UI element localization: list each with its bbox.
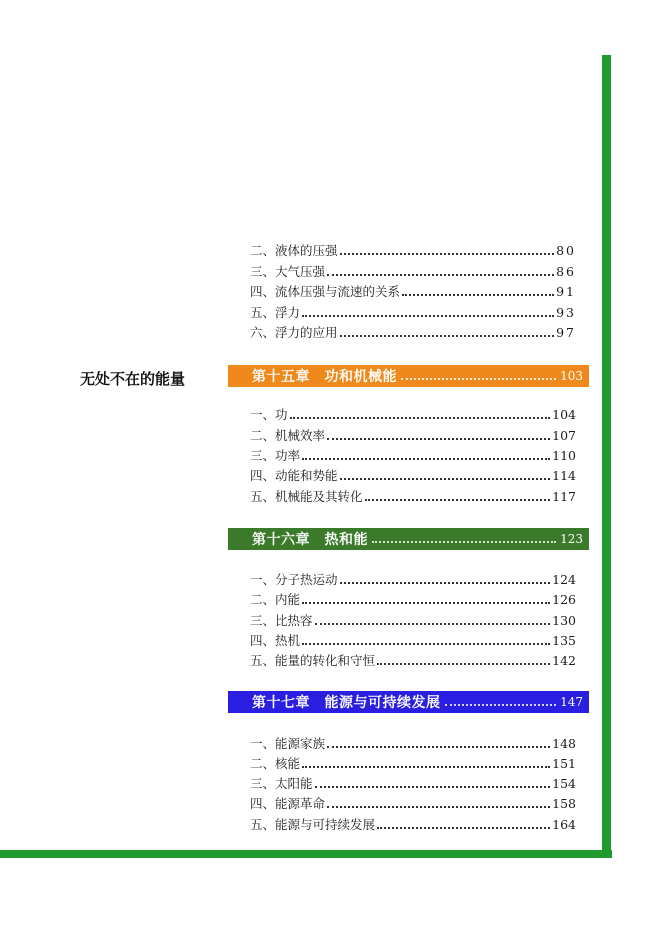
toc-entry[interactable] bbox=[250, 571, 576, 589]
toc-entry[interactable] bbox=[250, 795, 576, 813]
toc-entry-label: 六、浮力的应用 bbox=[250, 325, 338, 340]
leader-dots bbox=[327, 437, 550, 440]
toc-entry[interactable] bbox=[250, 755, 576, 773]
chapter-title: 第十六章 热和能 bbox=[252, 532, 368, 548]
leader-dots bbox=[302, 601, 550, 604]
toc-entry-page: 151 bbox=[552, 756, 576, 771]
toc-entry[interactable] bbox=[250, 304, 576, 322]
toc-entry-label: 三、功率 bbox=[250, 448, 301, 463]
leader-dots bbox=[302, 765, 550, 768]
chapter-heading[interactable] bbox=[228, 528, 589, 550]
toc-entry-label: 五、能源与可持续发展 bbox=[250, 817, 376, 832]
toc-entry[interactable] bbox=[250, 775, 576, 793]
toc-entry-label: 四、动能和势能 bbox=[250, 468, 338, 483]
toc-entry-label: 三、大气压强 bbox=[250, 264, 326, 279]
toc-entry-label: 一、功 bbox=[250, 407, 288, 422]
leader-dots bbox=[340, 477, 551, 480]
toc-entry[interactable] bbox=[250, 652, 576, 670]
toc-entry[interactable] bbox=[250, 242, 576, 260]
leader-dots bbox=[302, 457, 550, 460]
toc-entry-page: 135 bbox=[552, 633, 576, 648]
toc-entry-page: 142 bbox=[552, 653, 576, 668]
toc-entry-page: 148 bbox=[552, 736, 576, 751]
toc-entry-label: 一、分子热运动 bbox=[250, 572, 338, 587]
leader-dots bbox=[315, 622, 551, 625]
leader-dots bbox=[401, 377, 556, 380]
toc-entry[interactable] bbox=[250, 612, 576, 630]
toc-entry-page: 158 bbox=[552, 796, 576, 811]
toc-entry[interactable] bbox=[250, 283, 576, 301]
toc-entry-page: 130 bbox=[552, 613, 576, 628]
chapter-page: 147 bbox=[560, 695, 583, 709]
leader-dots bbox=[302, 314, 554, 317]
chapter-heading[interactable] bbox=[228, 365, 589, 387]
leader-dots bbox=[302, 642, 550, 645]
chapter-title: 第十七章 能源与可持续发展 bbox=[252, 695, 441, 711]
toc-entry-label: 五、能量的转化和守恒 bbox=[250, 653, 376, 668]
leader-dots bbox=[372, 540, 556, 543]
leader-dots bbox=[327, 745, 550, 748]
toc-entry-page: 154 bbox=[552, 776, 576, 791]
leader-dots bbox=[377, 662, 550, 665]
toc-entry-page: 97 bbox=[556, 325, 576, 340]
toc-entry-label: 二、核能 bbox=[250, 756, 301, 771]
toc-entry-page: 91 bbox=[556, 284, 576, 299]
toc-entry-page: 164 bbox=[552, 817, 576, 832]
toc-entry[interactable] bbox=[250, 406, 576, 424]
toc-entry[interactable] bbox=[250, 324, 576, 342]
leader-dots bbox=[327, 273, 554, 276]
chapter-page: 123 bbox=[560, 532, 583, 546]
toc-entry-page: 110 bbox=[552, 448, 576, 463]
chapter-page: 103 bbox=[560, 369, 583, 383]
toc-entry[interactable] bbox=[250, 488, 576, 506]
toc-entry-label: 五、机械能及其转化 bbox=[250, 489, 363, 504]
leader-dots bbox=[377, 826, 550, 829]
toc-entry[interactable] bbox=[250, 735, 576, 753]
toc-entry[interactable] bbox=[250, 427, 576, 445]
toc-entry-page: 93 bbox=[556, 305, 576, 320]
toc-entry-label: 二、液体的压强 bbox=[250, 243, 338, 258]
toc-entry-label: 二、内能 bbox=[250, 592, 301, 607]
chapter-heading[interactable] bbox=[228, 691, 589, 713]
toc-entry-label: 二、机械效率 bbox=[250, 428, 326, 443]
leader-dots bbox=[290, 416, 551, 419]
toc-entry-page: 86 bbox=[556, 264, 576, 279]
unit-title: 无处不在的能量 bbox=[80, 370, 186, 388]
toc-entry-page: 107 bbox=[552, 428, 576, 443]
chapter-title: 第十五章 功和机械能 bbox=[252, 369, 397, 385]
toc-entry[interactable] bbox=[250, 447, 576, 465]
leader-dots bbox=[340, 252, 555, 255]
leader-dots bbox=[365, 498, 551, 501]
toc-entry[interactable] bbox=[250, 816, 576, 834]
toc-entry-page: 126 bbox=[552, 592, 576, 607]
toc-entry[interactable] bbox=[250, 263, 576, 281]
toc-entry-label: 三、太阳能 bbox=[250, 776, 313, 791]
toc-entry[interactable] bbox=[250, 591, 576, 609]
toc-entry-page: 117 bbox=[552, 489, 576, 504]
leader-dots bbox=[340, 581, 551, 584]
toc-entry-label: 四、流体压强与流速的关系 bbox=[250, 284, 401, 299]
toc-entry-page: 124 bbox=[552, 572, 576, 587]
green-border-right bbox=[602, 55, 611, 857]
leader-dots bbox=[402, 293, 554, 296]
toc-entry-label: 一、能源家族 bbox=[250, 736, 326, 751]
toc-entry-label: 四、热机 bbox=[250, 633, 301, 648]
toc-entry-label: 五、浮力 bbox=[250, 305, 301, 320]
toc-entry[interactable] bbox=[250, 467, 576, 485]
leader-dots bbox=[315, 785, 551, 788]
leader-dots bbox=[340, 334, 555, 337]
toc-entry[interactable] bbox=[250, 632, 576, 650]
leader-dots bbox=[327, 805, 550, 808]
toc-entry-label: 四、能源革命 bbox=[250, 796, 326, 811]
green-border-bottom bbox=[0, 850, 612, 858]
toc-entry-page: 80 bbox=[556, 243, 576, 258]
toc-entry-label: 三、比热容 bbox=[250, 613, 313, 628]
leader-dots bbox=[445, 703, 557, 706]
toc-entry-page: 114 bbox=[552, 468, 576, 483]
toc-entry-page: 104 bbox=[552, 407, 576, 422]
